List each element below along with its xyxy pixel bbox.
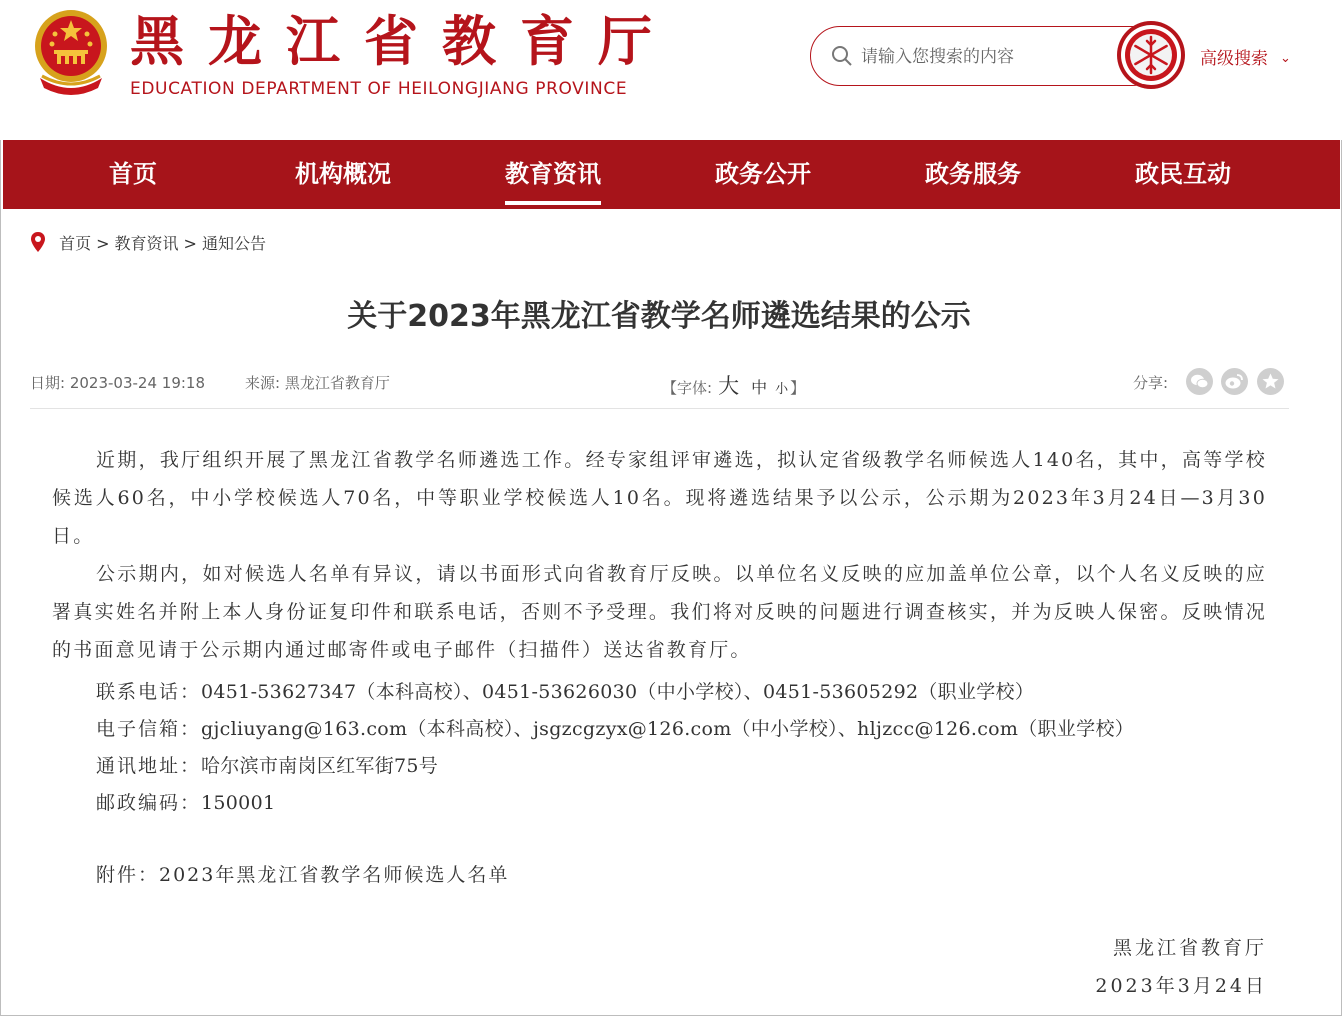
phone-value: 0451-53627347（本科高校）、0451-53626030（中小学校）、0451-53605292（职业学校） — [201, 681, 1035, 703]
share-favorite-button[interactable] — [1257, 368, 1284, 395]
divider — [30, 408, 1289, 409]
share-label: 分享: — [1133, 374, 1169, 392]
nav-item-education-news[interactable] — [448, 140, 658, 209]
article-date — [30, 372, 205, 393]
date-value: 2023-03-24 19:18 — [69, 374, 206, 392]
nav-label: 政务公开 — [715, 160, 811, 188]
nav-label: 首页 — [109, 160, 157, 188]
main-nav — [3, 140, 1340, 209]
breadcrumb-separator: > — [183, 234, 197, 253]
phone-label: 联系电话： — [96, 681, 202, 703]
nav-item-organization[interactable] — [238, 140, 448, 209]
breadcrumb — [30, 231, 266, 254]
email-label: 电子信箱： — [96, 718, 202, 740]
site-subtitle: EDUCATION DEPARTMENT OF HEILONGJIANG PROVINCE — [130, 79, 628, 99]
search-icon — [831, 45, 853, 67]
wechat-icon — [1186, 368, 1213, 395]
share-wechat-button[interactable] — [1186, 368, 1213, 395]
contact-postcode — [96, 788, 275, 815]
advanced-search-label: 高级搜索 — [1200, 49, 1268, 69]
nav-item-interaction[interactable] — [1078, 140, 1288, 209]
nav-label: 教育资讯 — [505, 160, 601, 205]
search-button[interactable] — [1117, 21, 1185, 89]
breadcrumb-notices[interactable]: 通知公告 — [201, 234, 266, 253]
source-value: 黑龙江省教育厅 — [284, 374, 390, 392]
search-box — [810, 26, 1162, 86]
snowflake-icon — [1117, 21, 1185, 89]
weibo-icon — [1221, 368, 1248, 395]
date-label: 日期: — [30, 374, 66, 392]
paragraph-objection: 公示期内，如对候选人名单有异议，请以书面形式向省教育厅反映。以单位名义反映的应加盖单位公章，以个人名义反映的应署真实姓名并附上本人身份证复印件和联系电话，否则不予受理。我们将对反映的问题进行调查核实，并为反映人保密。反映情况的书面意见请于公示期内通过邮寄件或电子邮件（扫描件）送达省教育厅。 — [52, 563, 1267, 661]
national-emblem-logo — [28, 6, 114, 98]
font-size-close: 】 — [790, 379, 806, 397]
contact-address — [96, 751, 438, 778]
paragraph-intro: 近期，我厅组织开展了黑龙江省教学名师遴选工作。经专家组评审遴选，拟认定省级教学名师候选人140名，其中，高等学校候选人60名，中小学校候选人70名，中等职业学校候选人10名。现将遴选结果予以公示，公示期为2023年3月24日—3月30日。 — [52, 449, 1267, 547]
nav-item-home[interactable] — [28, 140, 238, 209]
nav-label: 政务服务 — [925, 160, 1021, 188]
site-header — [0, 0, 1342, 140]
nav-item-government-affairs[interactable] — [658, 140, 868, 209]
font-large-button[interactable]: 大 — [718, 374, 740, 398]
advanced-search-link[interactable] — [1200, 44, 1291, 69]
search-input[interactable] — [859, 41, 1113, 73]
favorite-icon — [1257, 368, 1284, 395]
chevron-down-icon: ⌄ — [1280, 51, 1291, 66]
site-title: 黑龙江省教育厅 — [130, 10, 676, 73]
signature: 黑龙江省教育厅 — [1112, 937, 1267, 959]
address-label: 通讯地址： — [96, 755, 202, 777]
nav-label: 机构概况 — [295, 160, 391, 188]
address-value: 哈尔滨市南岗区红军街75号 — [201, 755, 439, 777]
font-size-label: 【字体: — [662, 379, 713, 397]
breadcrumb-education-news[interactable]: 教育资讯 — [114, 234, 179, 253]
nav-label: 政民互动 — [1135, 160, 1231, 188]
sign-date: 2023年3月24日 — [1095, 975, 1267, 997]
location-pin-icon — [30, 231, 46, 253]
contact-email — [96, 714, 1134, 741]
article-title: 关于2023年黑龙江省教学名师遴选结果的公示 — [347, 299, 971, 334]
share-weibo-button[interactable] — [1221, 368, 1248, 395]
attachment-link[interactable]: 附件：2023年黑龙江省教学名师候选人名单 — [96, 864, 510, 886]
source-label: 来源: — [245, 374, 281, 392]
font-small-button[interactable]: 小 — [775, 382, 789, 397]
contact-phone — [96, 677, 1034, 704]
nav-item-government-services[interactable] — [868, 140, 1078, 209]
font-medium-button[interactable]: 中 — [751, 378, 768, 397]
email-value: gjcliuyang@163.com（本科高校）、jsgzcgzyx@126.com（中小学校）、hljzcc@126.com（职业学校） — [201, 718, 1135, 740]
breadcrumb-home[interactable]: 首页 — [59, 234, 92, 253]
article-source — [245, 372, 390, 393]
breadcrumb-separator: > — [96, 234, 110, 253]
postcode-label: 邮政编码： — [96, 792, 202, 814]
font-size-selector — [662, 370, 805, 400]
postcode-value: 150001 — [201, 792, 276, 814]
